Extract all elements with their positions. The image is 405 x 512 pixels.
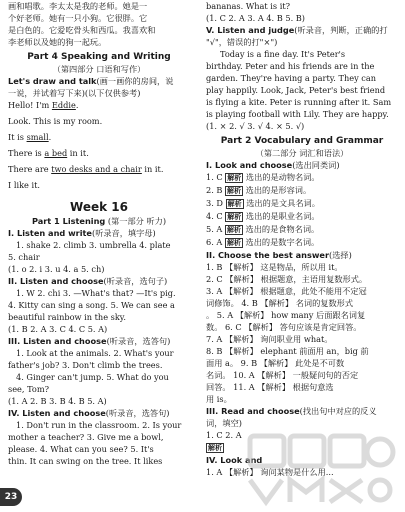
- dialog-line: It is small.: [8, 132, 52, 142]
- section-title: II. Listen and choose: [8, 276, 104, 286]
- page-number: 23: [0, 488, 22, 506]
- intro-line: 是白色的。它爱吃骨头和西瓜。我喜欢和: [8, 25, 156, 35]
- lets-draw-heading: Let's draw and talk: [8, 76, 97, 86]
- answer-item: 1. C 解析 选出的是动物名词。: [206, 172, 320, 182]
- part2-title: Part 2 Vocabulary and Grammar: [220, 136, 384, 146]
- week-title: Week 16: [70, 200, 128, 214]
- intro-line: 个好老师。她有一只小狗。它很胖。它: [8, 13, 148, 23]
- watermark-logo: [246, 432, 396, 508]
- section-title: V. Listen and judge: [206, 25, 295, 35]
- dialog-line: Look. This is my room.: [8, 116, 103, 126]
- answer-item: 2. B 解析 选出的是形容词。: [206, 185, 312, 195]
- lets-draw-cn2: 一说，并试着写下来)(以下仅供参考): [8, 88, 141, 98]
- dialog-line: There are two desks and a chair in it.: [8, 164, 164, 174]
- part2-subtitle: （第二部分 词汇和语法）: [255, 148, 349, 158]
- part1-subtitle: (第一部分 听力): [107, 216, 167, 226]
- section-title: II. Choose the best answer: [206, 250, 329, 260]
- left-column: 画和唱歌。李太太是我的老师。她是一 个好老师。她有一只小狗。它很胖。它 是白色的。它爱吃骨头和西瓜。我喜欢和 李老师以及她的狗一起玩。 Part 4 Speaking and Writing （第四部分 口语和写作） Let's draw and talk(画一画你的房间，说 一说，并试着写下来)(以下仅供参考) Hello! I'm Eddie. Look. This is my room. It is small. There is a bed in it. There are two desks and a chair in it. I like it. Week 16 Part 1 Listening (第一部分 听力) I. Listen and write(听录音，填字母) 1. shake 2. climb 3. umbrella 4. plate 5. chair (1. o 2. i 3. u 4. a 5. ch) II. Listen and choose(听录音，选句子) 1. W 2. chi 3. —What's that? —It's pig. 4. Kitty can sing a song. 5. We can see a beautiful rainbow in the sky. (1. B 2. A 3. C 4. C 5. A) III. Listen and choose(听录音，选答句) 1. Look at the animals. 2. What's your father's job? 3. Don't climb the trees. 4. Ginger can't jump. 5. What do you see, Tom? (1. A 2. B 3. B 4. B 5. A) IV. Listen and choose(听录音，选答句) 1. Don't run in the classroom. 2. Is your mother a teacher? 3. Give me a bowl, please. 4. What can you see? 5. It's thin. It can swing on the tree. It likes: [8, 0, 190, 467]
- dialog-line: There is a bed in it.: [8, 148, 89, 158]
- answer-item: 6. A 解析 选出的是数字名词。: [206, 237, 320, 247]
- dialog-line: I like it.: [8, 180, 40, 190]
- answer-item: 3. D 解析 选出的是文具名词。: [206, 198, 320, 208]
- part4-subtitle: （第四部分 口语和写作）: [52, 64, 146, 74]
- intro-line: 画和唱歌。李太太是我的老师。她是一: [8, 1, 148, 11]
- dialog-line: Hello! I'm Eddie.: [8, 100, 79, 110]
- section-title: III. Listen and choose: [8, 336, 107, 346]
- section-title: IV. Listen and choose: [8, 408, 106, 418]
- section-title: I. Listen and write: [8, 228, 92, 238]
- section-title: I. Look and choose: [206, 160, 293, 170]
- section-title: III. Read and choose: [206, 406, 300, 416]
- part1-title: Part 1 Listening: [31, 216, 106, 226]
- intro-line: 李老师以及她的狗一起玩。: [8, 37, 107, 47]
- part4-title: Part 4 Speaking and Writing: [27, 52, 171, 62]
- section-title: IV. Look and: [206, 455, 263, 465]
- answer-item: 5. A 解析 选出的是食物名词。: [206, 224, 320, 234]
- right-column: bananas. What is it? (1. C 2. A 3. A 4. B 5. B) V. Listen and judge(听录音，判断，正确的打 "√"，错误的打"×") Today is a fine day. It's Peter's birthday. Peter and his friends are in the garden. They're having a party. They can play happily. Look, Jack, Peter's best friend is flying a kite. Peter is running after it. Sam is playing football with Lily. They are happy. (1. × 2. √ 3. √ 4. × 5. √) Part 2 Vocabulary and Grammar （第二部分 词汇和语法） I. Look and choose(选出同类词) 1. C 解析 选出的是动物名词。 2. B 解析 选出的是形容词。 3. D 解析 选出的是文具名词。 4. C 解析 选出的是职业名词。 5. A 解析 选出的是食物名词。 6. A 解析 选出的是数字名词。 II. Choose the best answer(选择) 1. B 【解析】 这是物品，所以用 it。 2. C 【解析】 根据题意，主语用复数形式。 3. A 【解析】 根据题意，此处不能用不定冠 词修饰。 4. B 【解析】 名词的复数形式 。 5. A 【解析】 how many 后面跟名词复 数。 6. C 【解析】 答句应该是肯定回答。 7. A 【解析】 询问职业用 what。 8. B 【解析】 elephant 前面用 an，big 前 面用 a。 9. B 【解析】 此处是不可数 名词。 10. A 【解析】 一般疑问句的否定 回答。 11. A 【解析】 根据句意选 用 is。 III. Read and choose(找出句中对应的反义 词，填空) 1. C 2. A 解析 IV. Look and 1. A 【解析】 询问某物是什么用...: [206, 0, 398, 478]
- lets-draw-cn: (画一画你的房间，说: [96, 76, 174, 86]
- answer-item: 4. C 解析 选出的是职业名词。: [206, 211, 320, 221]
